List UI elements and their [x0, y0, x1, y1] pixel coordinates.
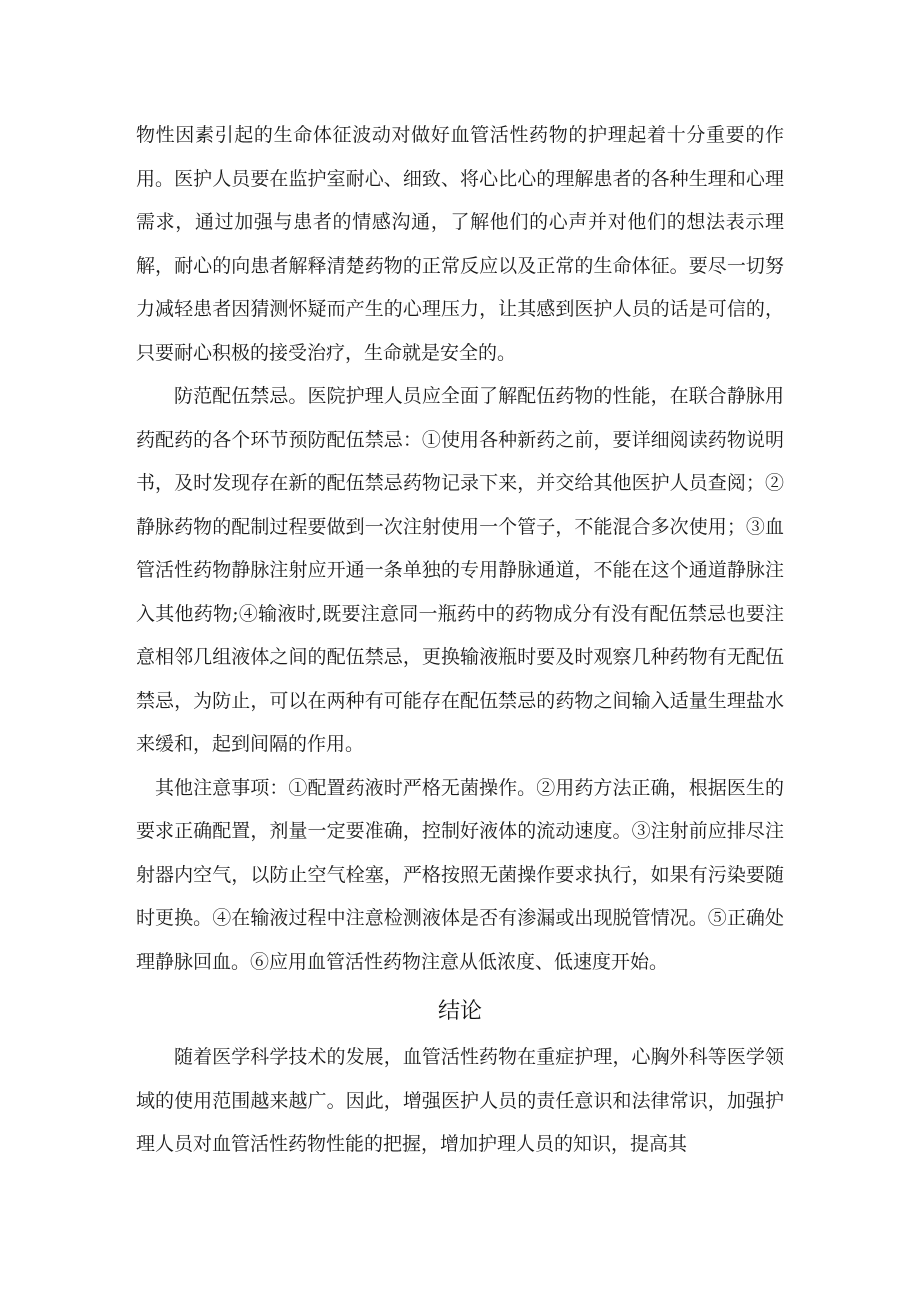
paragraph-conclusion: 随着医学科学技术的发展，血管活性药物在重症护理，心胸外科等医学领域的使用范围越来越广。因此，增强医护人员的责任意识和法律常识，加强护理人员对血管活性药物性能的把握，增加护理人员的知识，提高其	[136, 1046, 784, 1155]
paragraph-psychological-care: 物性因素引起的生命体征波动对做好血管活性药物的护理起着十分重要的作用。医护人员要在监护室耐心、细致、将心比心的理解患者的各种生理和心理需求，通过加强与患者的情感沟通，了解他们的心声并对他们的想法表示理解，耐心的向患者解释清楚药物的正常反应以及正常的生命体征。要尽一切努力减轻患者因猜测怀疑而产生的心理压力，让其感到医护人员的话是可信的，只要耐心积极的接受治疗，生命就是安全的。	[136, 124, 784, 364]
document-body	[136, 114, 784, 1167]
conclusion-heading: 结论	[437, 999, 482, 1024]
paragraph-other-precautions: 其他注意事项：①配置药液时严格无菌操作。②用药方法正确，根据医生的要求正确配置，剂量一定要准确，控制好液体的流动速度。③注射前应排尽注射器内空气，以防止空气栓塞，严格按照无菌操作要求执行，如果有污染要随时更换。④在输液过程中注意检测液体是否有渗漏或出现脱管情况。⑤正确处理静脉回血。⑥应用血管活性药物注意从低浓度、低速度开始。	[136, 776, 784, 973]
paragraph-incompatibility-prevention: 防范配伍禁忌。医院护理人员应全面了解配伍药物的性能，在联合静脉用药配药的各个环节预防配伍禁忌：①使用各种新药之前，要详细阅读药物说明书，及时发现存在新的配伍禁忌药物记录下来，并交给其他医护人员查阅；②静脉药物的配制过程要做到一次注射使用一个管子，不能混合多次使用；③血管活性药物静脉注射应开通一条单独的专用静脉通道，不能在这个通道静脉注入其他药物;④输液时,既要注意同一瓶药中的药物成分有没有配伍禁忌也要注意相邻几组液体之间的配伍禁忌，更换输液瓶时要及时观察几种药物有无配伍禁忌，为防止，可以在两种有可能存在配伍禁忌的药物之间输入适量生理盐水来缓和，起到间隔的作用。	[136, 385, 784, 755]
